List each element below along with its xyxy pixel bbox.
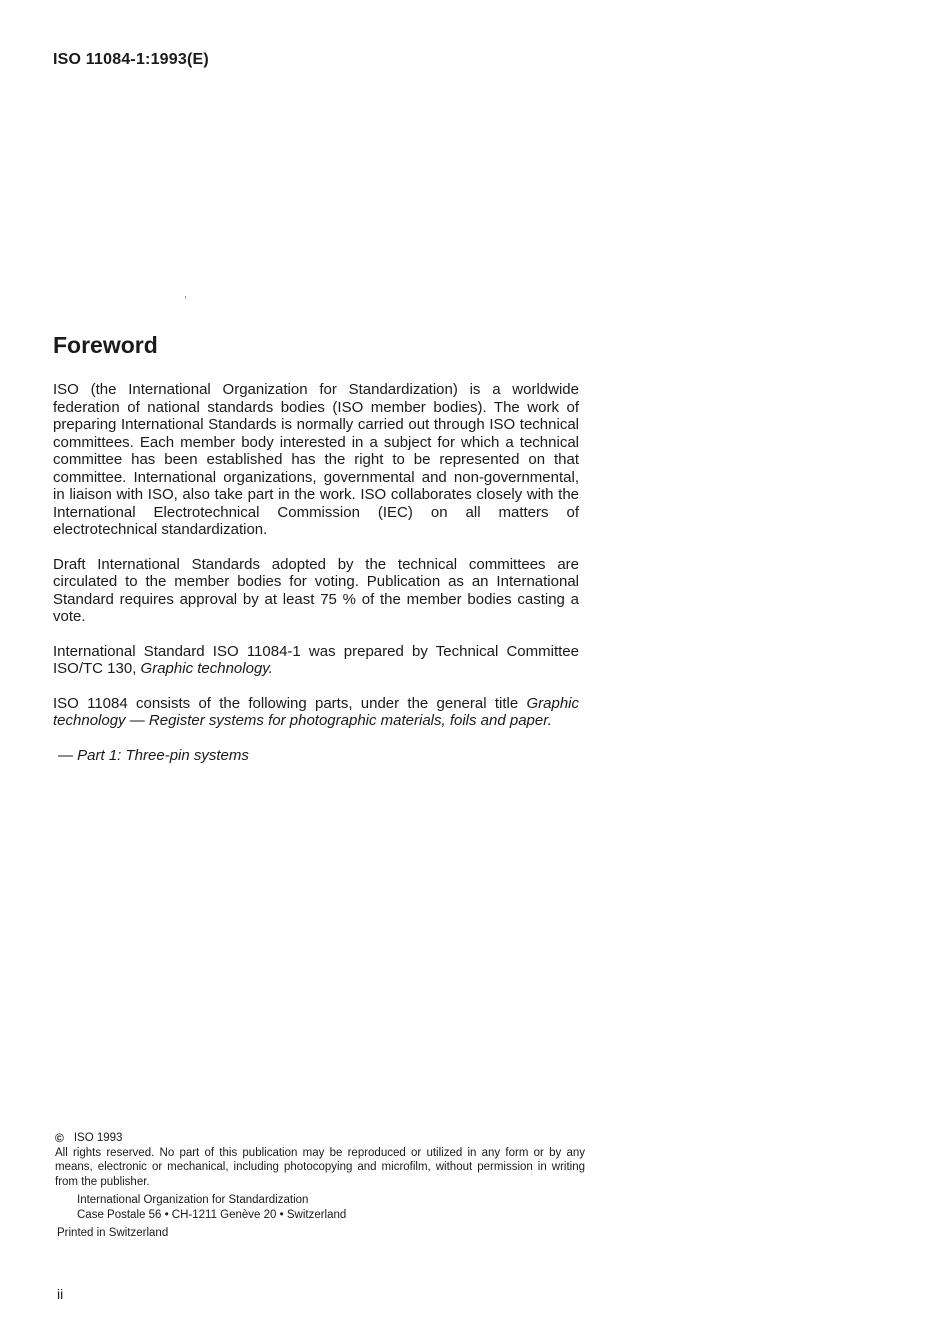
paragraph-3-committee-title: Graphic technology. — [140, 660, 273, 677]
paragraph-4-general-title: Graphic technology — Register systems for photographic materials, foils and paper. — [53, 694, 579, 729]
paragraph-4-text: ISO 11084 consists of the following parts, under the general title — [53, 694, 527, 712]
publisher-name: International Organization for Standardization — [77, 1194, 309, 1206]
foreword-paragraph-1: ISO (the International Organization for Standardization) is a worldwide federation of national standards bodies (ISO member bodies). The work of preparing International Standards is normally carried out through ISO technical committees. Each member body interested in a subject for which a technical committee has been established has the right to be represented on that committee. International organizations, governmental and non-governmental, in liaison with ISO, also take part in the work. ISO collaborates closely with the International Electrotechnical Commission (IEC) on all matters of electrotechnical standardization. — [53, 381, 579, 538]
copyright-text: ISO 1993 — [73, 1132, 123, 1144]
document-id: ISO 11084-1:1993(E) — [53, 51, 209, 68]
copyright-icon: © — [55, 1131, 64, 1145]
part-1-title: — Part 1: Three-pin systems — [58, 746, 249, 764]
parts-list-item — [58, 747, 579, 765]
foreword-paragraph-4 — [53, 695, 579, 730]
publisher-block — [77, 1193, 585, 1222]
paragraph-3-text: International Standard ISO 11084-1 was prepared by Technical Committee ISO/TC 130, — [53, 642, 579, 677]
foreword-body — [53, 381, 579, 781]
foreword-paragraph-3 — [53, 643, 579, 678]
copyright-line — [55, 1131, 585, 1146]
foreword-paragraph-2: Draft International Standards adopted by the technical committees are circulated to the member bodies for voting. Publication as an International Standard requires approval by at least 75 % of the member bodies casting a vote. — [53, 555, 579, 625]
printed-location: Printed in Switzerland — [57, 1227, 169, 1239]
copyright-footer — [57, 1131, 585, 1241]
scan-speck — [185, 296, 186, 299]
foreword-title: Foreword — [53, 332, 158, 358]
publisher-address: Case Postale 56 • CH-1211 Genève 20 • Switzerland — [77, 1208, 347, 1221]
rights-notice: All rights reserved. No part of this publication may be reproduced or utilized in any form or by any means, electronic or mechanical, including photocopying and microfilm, without permission in writing from the publisher. — [55, 1146, 585, 1188]
page-number: ii — [57, 1286, 64, 1302]
